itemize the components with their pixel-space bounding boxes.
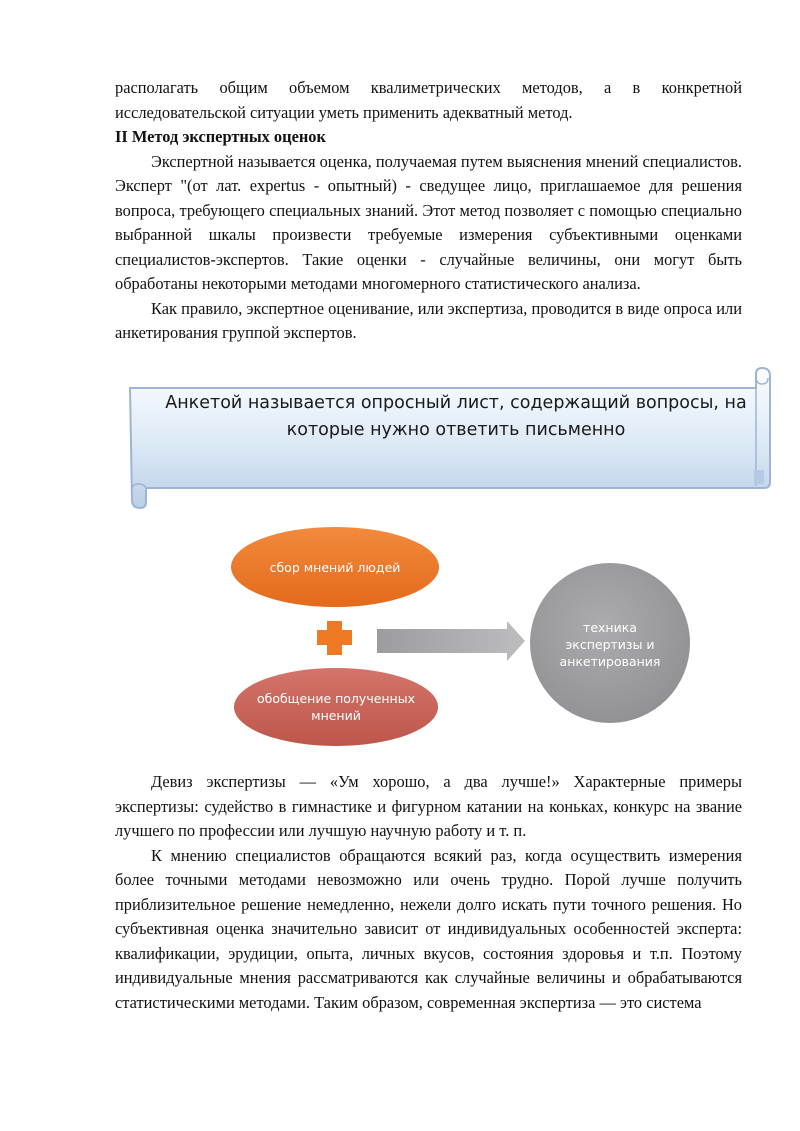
scroll-banner [128,366,774,510]
node-result-label: техника экспертизы и анкетирования [559,619,661,669]
top-text [115,76,742,346]
paragraph-continuation: располагать общим объемом квалиметрических методов, а в конкретной исследовательской ситуации уметь применить адекватный метод. [115,78,742,122]
paragraph-subjective: К мнению специалистов обращаются всякий раз, когда осуществить измерения более точными методами невозможно или очень трудно. Порой лучше получить приблизительное решение немедленно, нежели долго искать пути точного решения. Но субъективная оценка значительно зависит от индивидуальных особенностей эксперта: квалификации, эрудиции, опыта, личных вкусов, состояния здоровья и т.п. Поэтому индивидуальные мнения рассматриваются как случайные величины и обрабатываются статистическими методами. Таким образом, современная экспертиза — это система [115,845,742,1012]
paragraph-survey: Как правило, экспертное оценивание, или экспертиза, проводится в виде опроса или анкетирования группой экспертов. [115,298,742,342]
plus-icon [317,621,352,655]
paragraph-motto: Девиз экспертизы — «Ум хорошо, а два лучше!» Характерные примеры экспертизы: судейство в гимнастике и фигурном катании на коньках, конкурс на звание лучшего по профессии или лучшую научную работу и т. п. [115,772,742,840]
banner-text: Анкетой называется опросный лист, содержащий вопросы, на которые нужно ответить письменно [165,393,747,440]
bottom-text [115,770,742,1015]
node-collect-label: сбор мнений людей [269,559,401,575]
arrow-right-icon [377,621,525,661]
paragraph-expert-definition: Экспертной называется оценка, получаемая путем выяснения мнений специалистов. Эксперт "(от лат. expertus - опытный) - сведущее лицо, приглашаемое для решения вопроса, требующего специальных знаний. Этот метод позволяет с помощью специально выбранной шкалы произвести требуемые измерения субъективными оценками специалистов-экспертов. Такие оценки - случайные величины, они могут быть обработаны некоторыми методами многомерного статистического анализа. [115,151,742,293]
node-generalize-label: обобщение полученных мнений [256,691,416,723]
process-diagram [225,525,695,750]
section-heading: II Метод экспертных оценок [115,127,326,146]
